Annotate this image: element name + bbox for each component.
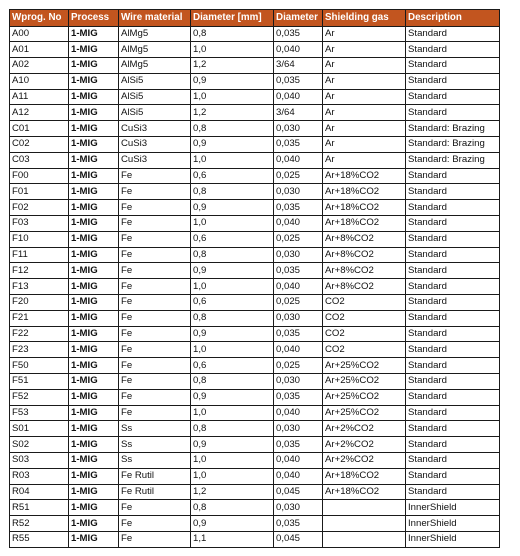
wire-material-cell: Fe [119,500,191,516]
wprog-no-cell: R04 [10,484,69,500]
process-cell: 1-MIG [69,389,119,405]
shielding-gas-cell: Ar+18%CO2 [323,468,406,484]
diameter-cell: 0,025 [274,168,323,184]
description-cell: Standard [406,168,500,184]
wire-material-cell: Fe Rutil [119,468,191,484]
diameter-mm-cell: 1,2 [191,58,274,74]
table-row [10,168,500,184]
wprog-no-cell: C03 [10,152,69,168]
diameter-cell: 0,035 [274,437,323,453]
table-row [10,105,500,121]
diameter-cell: 0,035 [274,389,323,405]
wprog-no-cell: R55 [10,532,69,548]
diameter-mm-cell: 1,0 [191,453,274,469]
diameter-mm-cell: 0,9 [191,73,274,89]
process-cell: 1-MIG [69,42,119,58]
wprog-no-cell: A00 [10,26,69,42]
diameter-mm-cell: 0,8 [191,26,274,42]
wprog-no-cell: A01 [10,42,69,58]
wire-material-cell: Fe [119,168,191,184]
process-cell: 1-MIG [69,421,119,437]
wire-material-cell: Fe [119,231,191,247]
diameter-cell: 0,040 [274,468,323,484]
table-row [10,358,500,374]
wprog-no-cell: A02 [10,58,69,74]
wire-material-cell: Ss [119,437,191,453]
table-row [10,468,500,484]
diameter-cell: 0,025 [274,358,323,374]
description-cell: Standard [406,421,500,437]
process-cell: 1-MIG [69,200,119,216]
wprog-no-cell: C02 [10,137,69,153]
process-cell: 1-MIG [69,263,119,279]
shielding-gas-cell: CO2 [323,342,406,358]
table-row [10,374,500,390]
wire-material-cell: Fe [119,263,191,279]
wprog-no-cell: C01 [10,121,69,137]
shielding-gas-cell: CO2 [323,310,406,326]
process-cell: 1-MIG [69,89,119,105]
diameter-cell: 0,030 [274,500,323,516]
wire-material-cell: Fe [119,216,191,232]
diameter-mm-cell: 0,9 [191,326,274,342]
wprog-no-cell: F20 [10,295,69,311]
diameter-cell: 0,045 [274,484,323,500]
table-row [10,279,500,295]
wprog-no-cell: R51 [10,500,69,516]
description-cell: Standard [406,453,500,469]
diameter-cell: 0,040 [274,453,323,469]
diameter-mm-cell: 0,8 [191,184,274,200]
table-row [10,26,500,42]
description-cell: Standard [406,326,500,342]
description-cell: Standard [406,358,500,374]
wire-material-cell: AlMg5 [119,42,191,58]
process-cell: 1-MIG [69,105,119,121]
diameter-cell: 3/64 [274,105,323,121]
diameter-mm-cell: 1,0 [191,279,274,295]
process-cell: 1-MIG [69,326,119,342]
wire-material-cell: CuSi3 [119,137,191,153]
shielding-gas-cell: Ar+25%CO2 [323,405,406,421]
shielding-gas-cell [323,532,406,548]
description-cell: Standard [406,310,500,326]
table-row [10,295,500,311]
shielding-gas-cell: Ar [323,105,406,121]
table-row [10,421,500,437]
process-cell: 1-MIG [69,152,119,168]
description-cell: Standard: Brazing [406,121,500,137]
wprog-no-cell: A10 [10,73,69,89]
diameter-cell: 0,025 [274,295,323,311]
diameter-cell: 0,035 [274,263,323,279]
table-body [10,26,500,547]
process-cell: 1-MIG [69,58,119,74]
wprog-no-cell: F12 [10,263,69,279]
process-cell: 1-MIG [69,168,119,184]
wire-material-cell: Fe [119,247,191,263]
diameter-cell: 0,040 [274,89,323,105]
table-row [10,89,500,105]
description-cell: Standard [406,184,500,200]
process-cell: 1-MIG [69,295,119,311]
diameter-cell: 0,030 [274,121,323,137]
table-row [10,453,500,469]
wprog-no-cell: F22 [10,326,69,342]
column-header-diameter: Diameter [274,10,323,27]
table-row [10,152,500,168]
wire-material-cell: Fe Rutil [119,484,191,500]
description-cell: Standard [406,295,500,311]
description-cell: Standard [406,389,500,405]
process-cell: 1-MIG [69,342,119,358]
table-row [10,310,500,326]
table-row [10,216,500,232]
shielding-gas-cell: Ar+18%CO2 [323,216,406,232]
diameter-mm-cell: 0,6 [191,358,274,374]
table-row [10,500,500,516]
description-cell: InnerShield [406,500,500,516]
wprog-no-cell: R03 [10,468,69,484]
wprog-no-cell: F51 [10,374,69,390]
wprog-no-cell: S02 [10,437,69,453]
diameter-cell: 0,040 [274,279,323,295]
table-row [10,137,500,153]
diameter-mm-cell: 0,8 [191,121,274,137]
shielding-gas-cell: Ar [323,73,406,89]
table-row [10,405,500,421]
diameter-cell: 0,040 [274,42,323,58]
table-row [10,437,500,453]
wire-material-cell: CuSi3 [119,152,191,168]
wire-material-cell: Fe [119,326,191,342]
shielding-gas-cell: Ar+25%CO2 [323,374,406,390]
welding-program-table [9,9,500,548]
column-header-description: Description [406,10,500,27]
table-row [10,342,500,358]
shielding-gas-cell: Ar+8%CO2 [323,279,406,295]
wprog-no-cell: A12 [10,105,69,121]
table-row [10,247,500,263]
shielding-gas-cell: Ar [323,26,406,42]
wprog-no-cell: A11 [10,89,69,105]
wprog-no-cell: R52 [10,516,69,532]
process-cell: 1-MIG [69,26,119,42]
wire-material-cell: Fe [119,279,191,295]
wprog-no-cell: F11 [10,247,69,263]
diameter-mm-cell: 0,6 [191,168,274,184]
description-cell: Standard [406,263,500,279]
process-cell: 1-MIG [69,374,119,390]
description-cell: Standard [406,468,500,484]
diameter-cell: 0,040 [274,152,323,168]
description-cell: Standard [406,374,500,390]
diameter-mm-cell: 0,9 [191,389,274,405]
wire-material-cell: Fe [119,516,191,532]
diameter-mm-cell: 1,0 [191,42,274,58]
process-cell: 1-MIG [69,121,119,137]
description-cell: Standard [406,105,500,121]
wire-material-cell: Fe [119,295,191,311]
diameter-mm-cell: 1,2 [191,484,274,500]
table-row [10,184,500,200]
diameter-mm-cell: 0,8 [191,247,274,263]
wire-material-cell: Ss [119,453,191,469]
process-cell: 1-MIG [69,231,119,247]
diameter-cell: 0,030 [274,247,323,263]
diameter-mm-cell: 1,0 [191,468,274,484]
diameter-cell: 0,035 [274,26,323,42]
process-cell: 1-MIG [69,137,119,153]
table-row [10,516,500,532]
table-row [10,42,500,58]
diameter-cell: 0,030 [274,374,323,390]
diameter-cell: 0,045 [274,532,323,548]
table-row [10,121,500,137]
wprog-no-cell: F13 [10,279,69,295]
wprog-no-cell: F00 [10,168,69,184]
diameter-mm-cell: 0,8 [191,421,274,437]
process-cell: 1-MIG [69,247,119,263]
shielding-gas-cell: Ar+8%CO2 [323,247,406,263]
description-cell: Standard [406,342,500,358]
diameter-cell: 0,040 [274,405,323,421]
description-cell: Standard [406,26,500,42]
description-cell: Standard [406,216,500,232]
diameter-mm-cell: 1,0 [191,405,274,421]
wire-material-cell: AlSi5 [119,89,191,105]
description-cell: Standard [406,73,500,89]
description-cell: Standard [406,58,500,74]
diameter-mm-cell: 0,6 [191,231,274,247]
wprog-no-cell: S03 [10,453,69,469]
process-cell: 1-MIG [69,73,119,89]
table-header [10,10,500,27]
wprog-no-cell: F21 [10,310,69,326]
diameter-cell: 0,030 [274,310,323,326]
table-row [10,58,500,74]
wprog-no-cell: F52 [10,389,69,405]
diameter-mm-cell: 0,9 [191,263,274,279]
process-cell: 1-MIG [69,358,119,374]
shielding-gas-cell [323,500,406,516]
diameter-mm-cell: 1,0 [191,342,274,358]
diameter-mm-cell: 1,0 [191,216,274,232]
shielding-gas-cell: Ar+8%CO2 [323,231,406,247]
diameter-mm-cell: 1,1 [191,532,274,548]
diameter-mm-cell: 0,9 [191,137,274,153]
wire-material-cell: AlMg5 [119,58,191,74]
process-cell: 1-MIG [69,516,119,532]
process-cell: 1-MIG [69,500,119,516]
diameter-cell: 0,030 [274,184,323,200]
description-cell: InnerShield [406,516,500,532]
wire-material-cell: Fe [119,389,191,405]
wire-material-cell: AlMg5 [119,26,191,42]
diameter-mm-cell: 0,9 [191,200,274,216]
wire-material-cell: Fe [119,342,191,358]
shielding-gas-cell: Ar [323,152,406,168]
description-cell: Standard: Brazing [406,137,500,153]
process-cell: 1-MIG [69,453,119,469]
shielding-gas-cell: Ar [323,137,406,153]
wire-material-cell: Fe [119,184,191,200]
shielding-gas-cell: Ar+2%CO2 [323,437,406,453]
wprog-no-cell: S01 [10,421,69,437]
table-row [10,389,500,405]
wire-material-cell: Fe [119,405,191,421]
wire-material-cell: Fe [119,374,191,390]
diameter-mm-cell: 0,8 [191,500,274,516]
shielding-gas-cell: Ar+25%CO2 [323,389,406,405]
diameter-cell: 0,035 [274,73,323,89]
description-cell: Standard [406,437,500,453]
wire-material-cell: Fe [119,532,191,548]
column-header-process: Process [69,10,119,27]
diameter-cell: 0,040 [274,342,323,358]
diameter-cell: 0,035 [274,200,323,216]
description-cell: Standard [406,405,500,421]
shielding-gas-cell: CO2 [323,295,406,311]
diameter-mm-cell: 1,0 [191,152,274,168]
table-row [10,263,500,279]
shielding-gas-cell: Ar+2%CO2 [323,453,406,469]
table-row [10,200,500,216]
process-cell: 1-MIG [69,437,119,453]
diameter-mm-cell: 0,6 [191,295,274,311]
process-cell: 1-MIG [69,184,119,200]
wprog-no-cell: F10 [10,231,69,247]
description-cell: Standard [406,279,500,295]
diameter-mm-cell: 0,8 [191,374,274,390]
process-cell: 1-MIG [69,484,119,500]
wire-material-cell: Ss [119,421,191,437]
diameter-cell: 0,035 [274,137,323,153]
table-row [10,73,500,89]
diameter-cell: 0,030 [274,421,323,437]
wprog-no-cell: F03 [10,216,69,232]
shielding-gas-cell: CO2 [323,326,406,342]
diameter-cell: 0,035 [274,516,323,532]
diameter-mm-cell: 1,0 [191,89,274,105]
wprog-no-cell: F53 [10,405,69,421]
description-cell: Standard [406,247,500,263]
wire-material-cell: AlSi5 [119,73,191,89]
wire-material-cell: Fe [119,200,191,216]
diameter-mm-cell: 0,9 [191,516,274,532]
shielding-gas-cell: Ar [323,42,406,58]
header-row [10,10,500,27]
diameter-cell: 3/64 [274,58,323,74]
shielding-gas-cell [323,516,406,532]
shielding-gas-cell: Ar [323,89,406,105]
description-cell: Standard [406,231,500,247]
process-cell: 1-MIG [69,216,119,232]
diameter-mm-cell: 1,2 [191,105,274,121]
description-cell: InnerShield [406,532,500,548]
diameter-mm-cell: 0,9 [191,437,274,453]
process-cell: 1-MIG [69,468,119,484]
description-cell: Standard [406,200,500,216]
process-cell: 1-MIG [69,310,119,326]
wire-material-cell: Fe [119,358,191,374]
description-cell: Standard [406,484,500,500]
diameter-cell: 0,040 [274,216,323,232]
process-cell: 1-MIG [69,405,119,421]
wprog-no-cell: F23 [10,342,69,358]
table-row [10,326,500,342]
shielding-gas-cell: Ar [323,121,406,137]
wire-material-cell: AlSi5 [119,105,191,121]
process-cell: 1-MIG [69,532,119,548]
shielding-gas-cell: Ar+18%CO2 [323,484,406,500]
diameter-mm-cell: 0,8 [191,310,274,326]
shielding-gas-cell: Ar+2%CO2 [323,421,406,437]
column-header-shielding-gas: Shielding gas [323,10,406,27]
process-cell: 1-MIG [69,279,119,295]
description-cell: Standard [406,42,500,58]
wprog-no-cell: F50 [10,358,69,374]
description-cell: Standard [406,89,500,105]
column-header-wprog-no: Wprog. No [10,10,69,27]
description-cell: Standard: Brazing [406,152,500,168]
shielding-gas-cell: Ar+18%CO2 [323,184,406,200]
shielding-gas-cell: Ar [323,58,406,74]
diameter-cell: 0,025 [274,231,323,247]
shielding-gas-cell: Ar+25%CO2 [323,358,406,374]
wire-material-cell: Fe [119,310,191,326]
table-row [10,231,500,247]
column-header-wire-material: Wire material [119,10,191,27]
wprog-no-cell: F01 [10,184,69,200]
diameter-cell: 0,035 [274,326,323,342]
wprog-no-cell: F02 [10,200,69,216]
table-row [10,484,500,500]
column-header-diameter-mm: Diameter [mm] [191,10,274,27]
table-row [10,532,500,548]
shielding-gas-cell: Ar+18%CO2 [323,200,406,216]
shielding-gas-cell: Ar+18%CO2 [323,168,406,184]
wire-material-cell: CuSi3 [119,121,191,137]
shielding-gas-cell: Ar+8%CO2 [323,263,406,279]
